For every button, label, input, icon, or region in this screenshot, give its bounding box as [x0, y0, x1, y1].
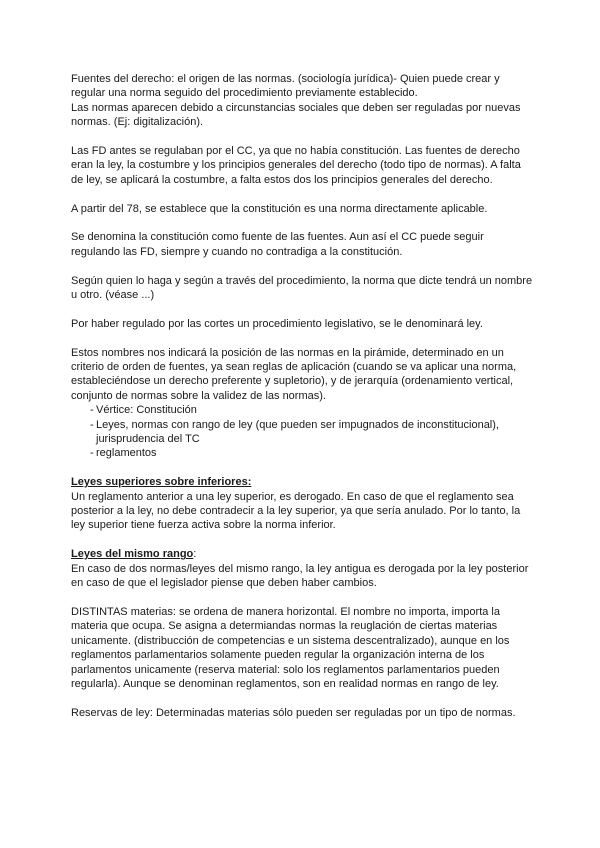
heading-colon: :: [193, 548, 197, 561]
list-item: - reglamentos: [71, 446, 533, 460]
list-item: - Leyes, normas con rango de ley (que pueden ser impugnados de inconstitucional), jurisprudencia del TC: [71, 418, 533, 447]
hierarchy-list: [71, 403, 533, 461]
paragraph-fuente-de-fuentes: Se denomina la constitución como fuente de las fuentes. Aun así el CC puede seguir regulando las FD, siempre y cuando no contradiga a la constitución.: [71, 231, 484, 258]
paragraph-reglamento-anterior: Un reglamento anterior a una ley superior, es derogado. En caso de que el reglamento sea posterior a la ley, no debe contradecir a la ley superior, ya que sería anulado. Por lo tanto, la ley superior tiene fuerza activa sobre la norma inferior.: [71, 490, 521, 532]
paragraph-constitucion-78: A partir del 78, se establece que la constitución es una norma directamente aplicable.: [71, 202, 488, 215]
heading-leyes-mismo-rango-line: [71, 547, 533, 561]
document-page: [71, 72, 533, 720]
paragraph-fuentes-derecho: Fuentes del derecho: el origen de las normas. (sociología jurídica)- Quien puede crear y regular una norma seguido del procedimiento previamente establecido.: [71, 73, 500, 100]
paragraph-fd-cc: Las FD antes se regulaban por el CC, ya que no había constitución. Las fuentes de derecho eran la ley, la costumbre y los principios generales del derecho (todo tipo de normas). A falta de ley, se aplicará la costumbre, a falta estos dos los principios generales del derecho.: [71, 145, 521, 186]
paragraph-segun-quien: Según quien lo haga y según a través del procedimiento, la norma que dicte tendrá un nombre u otro. (véase ...): [71, 274, 533, 302]
heading-leyes-mismo-rango: Leyes del mismo rango: [71, 548, 194, 561]
heading-leyes-superiores: Leyes superiores sobre inferiores:: [71, 476, 252, 489]
paragraph-reservas-de-ley: Reservas de ley: Determinadas materias sólo pueden ser reguladas por un tipo de normas.: [71, 706, 516, 719]
paragraph-normas-aparecen: Las normas aparecen debido a circunstancias sociales que deben ser reguladas por nuevas normas. (Ej: digitalización).: [71, 101, 521, 129]
paragraph-piramide: Estos nombres nos indicará la posición de las normas en la pirámide, determinado en un criterio de orden de fuentes, ya sean reglas de aplicación (cuando se va aplicar una norma, estableciéndose un derecho preferente y supletorio), y de jerarquía (ordenamiento vertical, conjunto de normas sobre la validez de las normas).: [71, 346, 517, 402]
paragraph-distintas-materias: DISTINTAS materias: se ordena de manera horizontal. El nombre no importa, importa la materia que ocupa. Se asigna a determiandas normas la reuglación de ciertas materias unicamente. (distribucción de competencias e un sistema descentralizado), aunque en los reglamentos parlamentarios solamente pueden regular la organización interna de los parlamentos unicamente (reserva material: solo los reglamentos parlamentarios pueden regularla). Aunque se denominan reglamentos, son en realidad normas en rango de ley.: [71, 605, 510, 690]
list-item: - Vértice: Constitución: [71, 403, 533, 417]
paragraph-mismo-rango: En caso de dos normas/leyes del mismo rango, la ley antigua es derogada por la ley posterior en caso de que el legislador piense que deben haber cambios.: [71, 562, 529, 590]
paragraph-cortes-ley: Por haber regulado por las cortes un procedimiento legislativo, se le denominará ley.: [71, 317, 483, 330]
